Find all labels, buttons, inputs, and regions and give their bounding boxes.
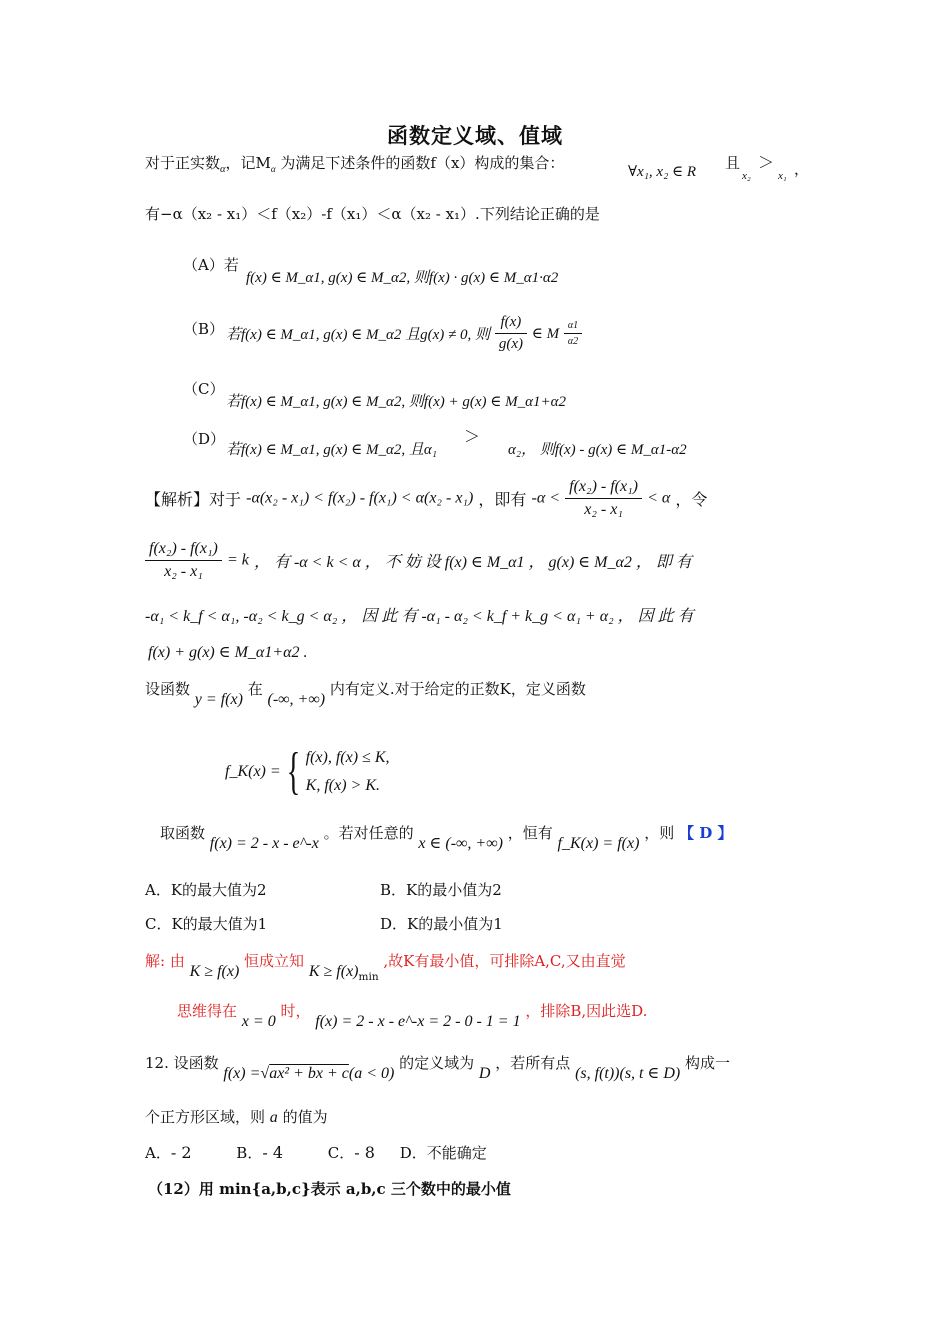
q2-option-a: A．K的最大值为2 xyxy=(145,881,267,899)
analysis-line1 xyxy=(145,478,707,519)
q2-take-math: f(x) = 2 - x - e^-x xyxy=(209,835,319,852)
analysis-fraction2 xyxy=(145,540,222,581)
q1-text3: 为满足下述条件的函数f（x）构成的集合： xyxy=(280,154,565,172)
q1-option-c-label: （C） xyxy=(183,380,225,398)
q2-fk: f_K(x) = xyxy=(225,763,281,780)
page-title: 函数定义域、值域 xyxy=(387,123,563,148)
analysis-eqk: = k xyxy=(226,551,249,569)
analysis-right: < α xyxy=(647,489,671,507)
q2-take3: ，恒有 xyxy=(507,824,553,842)
q2-sol1-min: min xyxy=(358,971,379,983)
q2-option-b: B．K的最小值为2 xyxy=(380,881,502,899)
q2-sol1-m2: K ≥ f(x) xyxy=(308,963,359,980)
q1-option-d-part2: α₂， 则f(x) - g(x) ∈ M_α1-α2 xyxy=(508,442,687,458)
q1-option-d-part1: 若f(x) ∈ M_α1, g(x) ∈ M_α2, 且α₁ xyxy=(226,442,437,458)
analysis-line2 xyxy=(145,540,692,581)
q1-option-a-label: （A）若 xyxy=(183,256,239,274)
q1-option-d-label: （D） xyxy=(183,430,226,448)
analysis-inequality: -α(x₂ - x₁) < f(x₂) - f(x₁) < α(x₂ - x₁) xyxy=(246,489,474,507)
q1-line1 xyxy=(145,152,564,175)
q2-take xyxy=(160,822,733,852)
q1-x2: x₂ xyxy=(742,170,751,182)
q1-x1: x₁ xyxy=(778,170,787,182)
q3-points: (s, f(t))(s, t ∈ D) xyxy=(575,1065,681,1082)
q1-option-b-subden: α2 xyxy=(567,336,579,347)
brace-icon: { xyxy=(286,743,301,800)
q1-text2: ，记M xyxy=(225,154,271,172)
q3-option-a-value: - 2 xyxy=(170,1143,192,1162)
q1-line2: 有−α（x₂ - x₁）＜f（x₂）-f（x₁）＜α（x₂ - x₁）.下列结论正确的是 xyxy=(145,205,600,223)
q1-option-b-subnum: α1 xyxy=(564,320,582,334)
analysis-label: 【解析】对于 xyxy=(145,490,242,509)
q3-line2-b: 的值为 xyxy=(282,1108,328,1126)
q2-sol2-c: ，排除B,因此选D. xyxy=(525,1002,648,1020)
q1-option-b-subfrac xyxy=(564,320,582,347)
q2-case2: K, f(x) > K. xyxy=(305,777,380,794)
q2-sol2-m2: f(x) = 2 - x - e^-x = 2 - 0 - 1 = 1 xyxy=(315,1013,521,1030)
q3-cond: (a < 0) xyxy=(348,1065,395,1082)
q1-m-sub: α xyxy=(270,164,276,174)
q2-take1: 取函数 xyxy=(160,824,206,842)
q1-option-b-tail: ∈ M xyxy=(531,326,560,342)
q1-and: 且 xyxy=(725,154,741,172)
q2-intro xyxy=(145,678,586,708)
q1-option-b xyxy=(226,314,582,353)
q3-domain: D xyxy=(478,1065,491,1082)
q3-option-c-value: - 8 xyxy=(354,1143,375,1162)
q2-intro3: 内有定义.对于给定的正数K，定义函数 xyxy=(329,680,586,698)
q2-solution-line1 xyxy=(145,950,626,983)
analysis-frac-den: x₂ - x₁ xyxy=(584,501,623,518)
analysis-frac2-den: x₂ - x₁ xyxy=(164,563,203,580)
q2-interval: (-∞, +∞) xyxy=(267,691,326,708)
q1-option-b-den: g(x) xyxy=(498,336,523,352)
q2-intro-math: y = f(x) xyxy=(194,691,243,708)
q2-sol1-m1: K ≥ f(x) xyxy=(189,963,240,980)
q3-sqrt-body: ax² + bx + c xyxy=(269,1065,349,1082)
q3-option-d: D．不能确定 xyxy=(399,1144,487,1162)
q3-var-a: a xyxy=(269,1109,278,1126)
q3-option-b-value: - 4 xyxy=(262,1143,283,1162)
q1-option-b-num: f(x) xyxy=(495,314,527,334)
q3-line2-a: 个正方形区域，则 xyxy=(145,1108,266,1126)
q2-take4: ，则 xyxy=(644,824,675,842)
sqrt-icon: √ xyxy=(260,1065,270,1082)
q2-sol2-m1: x = 0 xyxy=(241,1013,276,1030)
q2-intro1: 设函数 xyxy=(145,680,191,698)
q1-option-a: f(x) ∈ M_α1, g(x) ∈ M_α2, 则f(x) · g(x) ∈ M_α1·α2 xyxy=(246,270,559,286)
q2-answer: 【 D 】 xyxy=(679,824,733,842)
q3-text3: 构成一 xyxy=(685,1054,731,1072)
q3-options xyxy=(145,1142,487,1163)
analysis-text2: ，令 xyxy=(675,490,708,509)
analysis-frac2-num: f(x₂) - f(x₁) xyxy=(145,540,222,561)
q1-option-b-text: 若f(x) ∈ M_α1, g(x) ∈ M_α2 且g(x) ≠ 0, 则 xyxy=(226,327,491,343)
q1-option-b-fraction xyxy=(495,314,527,353)
q4-line: （12）用 min{a,b,c}表示 a,b,c 三个数中的最小值 xyxy=(148,1180,511,1198)
analysis-text1: ，即有 xyxy=(478,490,527,509)
q2-intro2: 在 xyxy=(247,680,263,698)
q2-solution-line2 xyxy=(177,1000,648,1030)
q2-option-c: C．K的最大值为1 xyxy=(145,915,268,933)
analysis-fraction xyxy=(565,478,642,519)
q2-case1: f(x), f(x) ≤ K, xyxy=(305,749,390,766)
q2-cases xyxy=(306,744,390,800)
q3-num: 12. 设函数 xyxy=(145,1054,219,1072)
q2-piecewise xyxy=(225,744,390,800)
q3-option-b-label: B． xyxy=(236,1144,263,1162)
q2-sol1-b: 恒成立知 xyxy=(244,952,305,970)
q1-gt: ＞ xyxy=(758,153,775,172)
analysis-line3: -α₁ < k_f < α₁, -α₂ < k_g < α₂ ， 因 此 有 -α₁ - α₂ < k_f + k_g < α₁ + α₂ ， 因 此 有 xyxy=(145,608,694,625)
q1-option-b-label: （B） xyxy=(183,320,225,338)
q1-condition: ∀x₁, x₂ ∈ R xyxy=(628,164,697,180)
analysis-line4: f(x) + g(x) ∈ M_α1+α2 . xyxy=(148,644,308,661)
q3-line1 xyxy=(145,1052,731,1082)
q2-take2: 。若对任意的 xyxy=(323,824,414,842)
q3-option-a-label: A． xyxy=(145,1144,171,1162)
q2-sol2-b: 时， xyxy=(280,1002,311,1020)
q1-option-d-gt: ＞ xyxy=(464,427,481,446)
q2-sol1-c: ,故K有最小值，可排除A,C,又由直觉 xyxy=(383,952,626,970)
q2-sol2-a: 思维得在 xyxy=(177,1002,238,1020)
q2-sol1-a: 解: 由 xyxy=(145,952,185,970)
q3-text1: 的定义域为 xyxy=(399,1054,475,1072)
q1-comma: ， xyxy=(794,160,810,178)
analysis-line2-text: ， 有 -α < k < α ， 不 妨 设 f(x) ∈ M_α1 ， g(x) ∈ M_α2 ， 即 有 xyxy=(253,554,692,571)
q3-line2 xyxy=(145,1106,328,1127)
analysis-left: -α < xyxy=(531,489,561,507)
q2-take-eq: f_K(x) = f(x) xyxy=(557,835,640,852)
q2-take-interval: x ∈ (-∞, +∞) xyxy=(418,835,503,852)
q3-option-c-label: C． xyxy=(327,1144,355,1162)
q1-alpha: α xyxy=(220,164,226,175)
q1-option-c: 若f(x) ∈ M_α1, g(x) ∈ M_α2, 则f(x) + g(x) ∈ M_α1+α2 xyxy=(226,394,566,410)
analysis-frac-num: f(x₂) - f(x₁) xyxy=(565,478,642,499)
q1-text: 对于正实数 xyxy=(145,154,221,172)
q2-option-d: D．K的最小值为1 xyxy=(380,915,503,933)
q3-text2: ，若所有点 xyxy=(495,1054,571,1072)
q3-fx: f(x) = xyxy=(223,1065,261,1082)
